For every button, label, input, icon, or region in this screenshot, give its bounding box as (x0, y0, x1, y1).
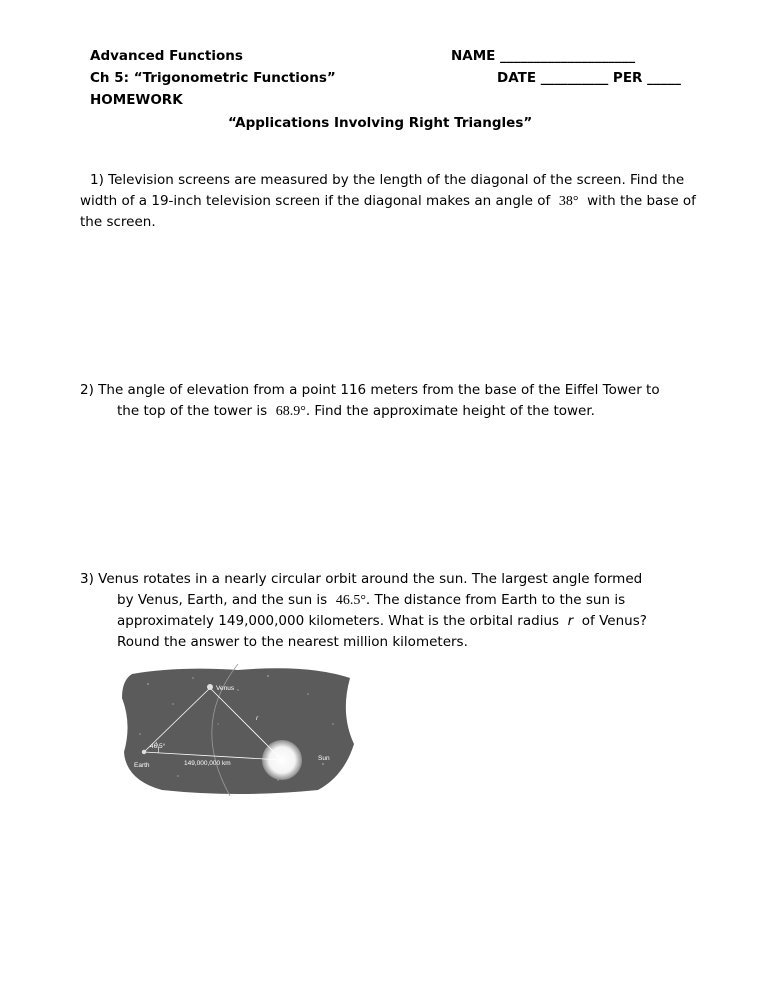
course-title: Advanced Functions (90, 48, 243, 64)
earth-label: Earth (134, 762, 150, 769)
venus-label: Venus (216, 685, 235, 692)
question-1-line-2: width of a 19-inch television screen if the diagonal makes an angle of 38° with the base of (80, 193, 696, 209)
question-1-line-3: the screen. (80, 214, 156, 230)
angle-label: 46.5° (150, 743, 166, 750)
question-2-line-2: the top of the tower is 68.9°. Find the approximate height of the tower. (117, 403, 595, 419)
chapter-title: Ch 5: “Trigonometric Functions” (90, 70, 336, 86)
r-label: r (256, 715, 259, 722)
name-field: NAME ____________________ (451, 48, 636, 64)
distance-label: 149,000,000 km (184, 760, 231, 767)
assignment-type: HOMEWORK (90, 92, 183, 108)
angle-46-5: 46.5° (335, 593, 366, 608)
question-3-line-3: approximately 149,000,000 kilometers. What is the orbital radius r of Venus? (117, 613, 647, 629)
question-2-line-1: 2) The angle of elevation from a point 116 meters from the base of the Eiffel Tower to (80, 382, 660, 398)
earth-icon (142, 750, 146, 754)
date-period-field: DATE __________ PER _____ (497, 70, 681, 86)
question-3-line-4: Round the answer to the nearest million kilometers. (117, 634, 468, 650)
space-background (122, 668, 354, 794)
sun-label: Sun (318, 755, 330, 762)
question-1-line-1: 1) Television screens are measured by the length of the diagonal of the screen. Find the (90, 172, 685, 188)
venus-earth-sun-figure (118, 664, 358, 796)
question-3-line-1: 3) Venus rotates in a nearly circular orbit around the sun. The largest angle formed (80, 571, 643, 587)
angle-38: 38° (558, 194, 579, 209)
worksheet-title: “Applications Involving Right Triangles” (228, 115, 533, 131)
radius-variable: r (567, 613, 574, 629)
orbit-diagram (118, 664, 358, 796)
angle-68-9: 68.9° (275, 404, 306, 419)
question-3-line-2: by Venus, Earth, and the sun is 46.5°. The distance from Earth to the sun is (117, 592, 626, 608)
venus-icon (207, 684, 213, 690)
